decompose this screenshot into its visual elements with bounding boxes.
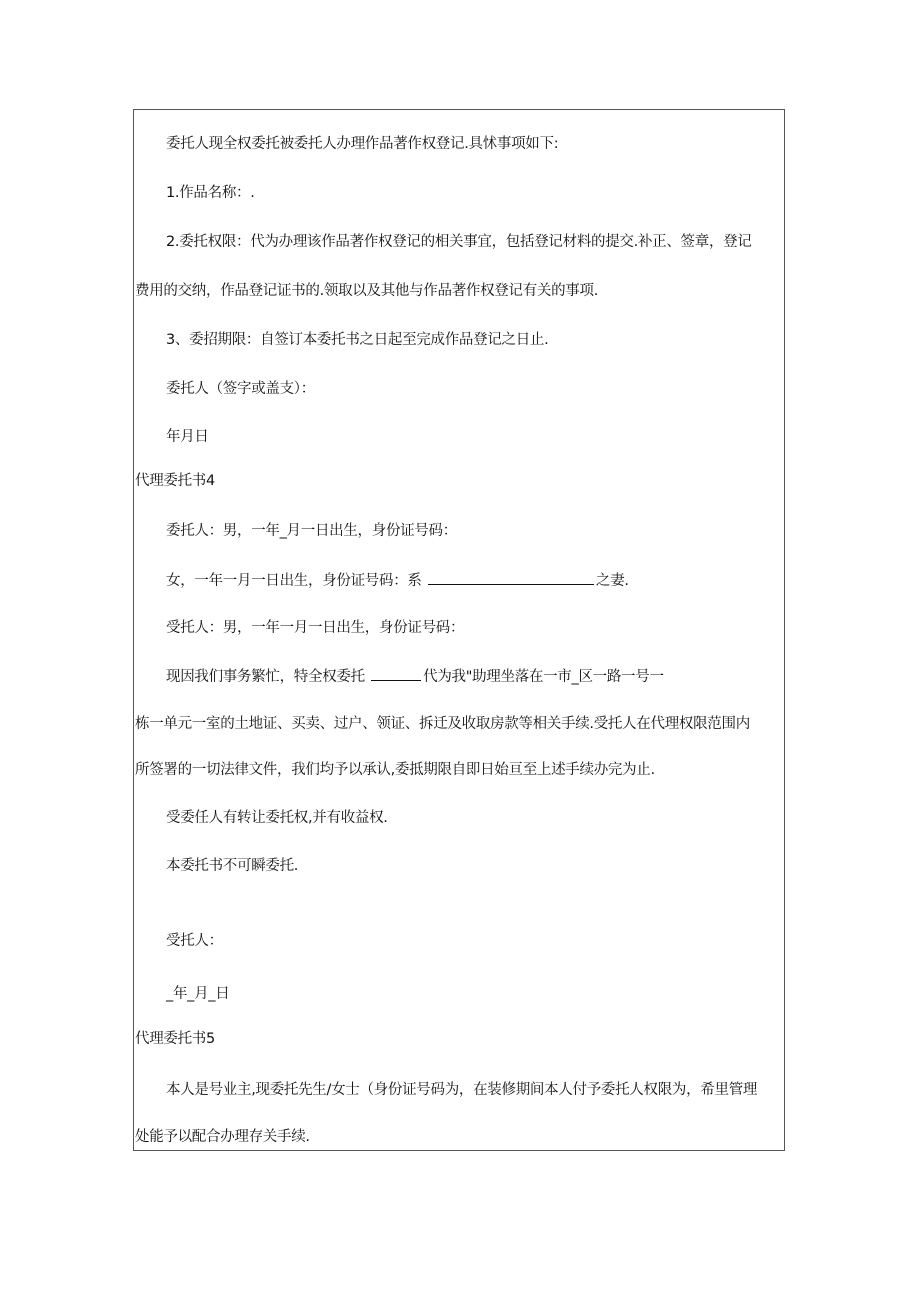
fill-blank [371,666,421,681]
text: 女，一年一月一日出生，身份证号码：系 [166,573,422,589]
text: 现因我们事务繁忙，特全权委托 [166,669,365,685]
paragraph: 本人是号业主,现委托先生/女士（身份证号码为，在装修期间本人付予委托人权限为，希里管理 [166,1082,758,1098]
paragraph: 费用的交纳，作品登记证书的.领取以及其他与作品著作权登记有关的事项. [135,283,599,299]
paragraph: 处能予以配合办理存关手续. [135,1129,310,1145]
paragraph: _年_月_日 [166,986,230,1002]
paragraph: 2.委托权限：代为办理该作品著作权登记的相关事宜，包括登记材料的提交.补正、签章，登记 [166,234,752,250]
paragraph: 栋一单元一室的土地证、买卖、过户、领证、拆迁及收取房款等相关手续.受托人在代理权限范围内 [135,716,750,732]
paragraph: 受委任人有转让委托权,并有收益权. [166,810,388,826]
text: 之妻. [595,573,629,589]
paragraph: 受托人：男，一年一月一日出生，身份证号码： [166,620,465,636]
section-heading: 代理委托书5 [135,1031,215,1047]
paragraph: 本委托书不可瞬委托. [166,858,299,874]
text: 代为我"助理坐落在一市_区一路一号一 [423,669,664,685]
section-heading: 代理委托书4 [135,473,215,489]
paragraph: 1.作品名称：. [166,185,255,201]
paragraph: 受托人： [166,933,223,949]
paragraph: 所签署的一切法律文件，我们均予以承认,委抵期限自即日始亘至上述手续办完为止. [135,762,655,778]
fill-blank [428,570,594,585]
paragraph: 3、委招期限：自签订本委托书之日起至完成作品登记之日止. [166,332,549,348]
paragraph [166,666,664,687]
paragraph: 委托人（签字或盖支）： [166,381,315,397]
paragraph: 年月日 [166,429,209,445]
paragraph: 委托人现全权委托被委托人办理作品著作权登记.具怵事项如下: [166,136,559,152]
paragraph: 委托人：男，一年_月一日出生，身份证号码： [166,523,457,539]
paragraph [166,570,629,591]
